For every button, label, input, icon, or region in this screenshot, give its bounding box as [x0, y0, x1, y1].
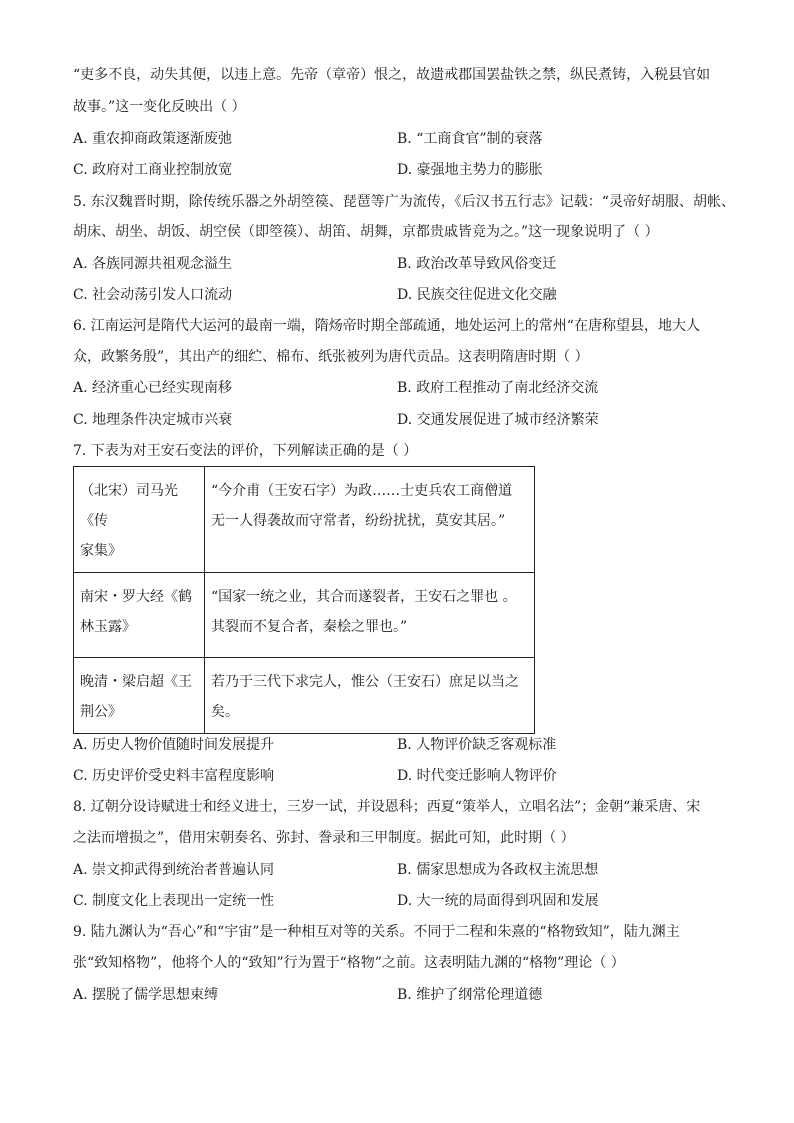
source-cell: [74, 573, 205, 658]
quote-text: “今介甫（王安石字）为政……士吏兵农工商僧道: [211, 483, 513, 499]
q6-stem-line1: 6. 江南运河是隋代大运河的最南一端，隋炀帝时期全部疏通，地处运河上的常州“在唐称望县，地大人: [73, 318, 700, 334]
q6-option-a: A. 经济重心已经实现南移: [73, 380, 233, 396]
q4-stem-line1: “吏多不良，动失其便，以违上意。先帝（章帝）恨之，故遗戒郡国罢盐铁之禁，纵民煮铸，入税县官如: [73, 67, 711, 83]
q6-option-b: B. 政府工程推动了南北经济交流: [397, 380, 599, 396]
q5-option-c: C. 社会动荡引发人口流动: [73, 287, 233, 303]
q8-stem-line1: 8. 辽朝分设诗赋进士和经义进士，三岁一试，并设恩科；西夏“策举人，立唱名法”；金朝“兼采唐、宋: [73, 799, 701, 815]
q8-option-c: C. 制度文化上表现出一定统一性: [73, 893, 275, 909]
q9-option-b: B. 维护了纲常伦理道德: [397, 987, 543, 1003]
q9-stem-line2: 张“致知格物”，他将个人的“致知”行为置于“格物”之前。这表明陆九渊的“格物”理论（ ）: [73, 955, 625, 971]
q4-option-a: A. 重农抑商政策逐渐废弛: [73, 131, 233, 147]
q6-option-d: D. 交通发展促进了城市经济繁荣: [397, 412, 599, 428]
quote-text: “国家一统之业，其合而遂裂者，王安石之罪也 。: [211, 589, 517, 605]
q9-option-a: A. 摆脱了儒学思想束缚: [73, 987, 219, 1003]
source-text: 林玉露》: [80, 619, 136, 635]
q7-option-a: A. 历史人物价值随时间发展提升: [73, 737, 275, 753]
quote-cell: [205, 658, 535, 734]
q8-option-a: A. 崇文抑武得到统治者普遍认同: [73, 862, 275, 878]
q7-stem: 7. 下表为对王安石变法的评价，下列解读正确的是（ ）: [73, 443, 418, 459]
q5-option-d: D. 民族交往促进文化交融: [397, 287, 557, 303]
q4-option-c: C. 政府对工商业控制放宽: [73, 162, 233, 178]
q5-stem-line2: 胡床、胡坐、胡饭、胡空侯（即箜篌）、胡笛、胡舞，京都贵戚皆竞为之。”这一现象说明了（ ）: [73, 224, 659, 240]
table-row: [74, 573, 535, 658]
quote-text: 无一人得袭故而守常者，纷纷扰扰，莫安其居。”: [211, 513, 506, 529]
q5-option-b: B. 政治改革导致风俗变迁: [397, 256, 557, 272]
q8-stem-line2: 之法而增损之”，借用宋朝奏名、弥封、誊录和三甲制度。据此可知，此时期（ ）: [73, 830, 575, 846]
table-row: [74, 467, 535, 573]
q7-option-c: C. 历史评价受史料丰富程度影响: [73, 768, 275, 784]
quote-text: 其裂而不复合者，秦桧之罪也。”: [211, 619, 408, 635]
q9-stem-line1: 9. 陆九渊认为“吾心”和“宇宙”是一种相互对等的关系。不同于二程和朱熹的“格物致知”，陆九渊主: [73, 924, 680, 940]
source-text: 南宋・罗大经《鹤: [80, 589, 192, 605]
source-text: 荆公》: [80, 704, 122, 720]
q4-option-b: B. “工商食官”制的衰落: [397, 131, 543, 147]
q7-option-d: D. 时代变迁影响人物评价: [397, 768, 557, 784]
source-cell: [74, 467, 205, 573]
q7-option-b: B. 人物评价缺乏客观标准: [397, 737, 557, 753]
source-text: 家集》: [80, 543, 122, 559]
q8-option-b: B. 儒家思想成为各政权主流思想: [397, 862, 599, 878]
source-text: （北宋）司马光《传: [80, 483, 178, 529]
q6-stem-line2: 众，政繁务殷”，其出产的细纻、棉布、纸张被列为唐代贡品。这表明隋唐时期（ ）: [73, 349, 589, 365]
quote-cell: [205, 573, 535, 658]
table-row: [74, 658, 535, 734]
q4-stem-line2: 故事。”这一变化反映出（ ）: [73, 99, 246, 115]
quote-text: 若乃于三代下求完人，惟公（王安石）庶足以当之: [211, 674, 519, 690]
source-text: 晚清・梁启超《王: [80, 674, 192, 690]
evaluation-table: [73, 466, 535, 734]
q5-option-a: A. 各族同源共祖观念溢生: [73, 256, 233, 272]
q8-option-d: D. 大一统的局面得到巩固和发展: [397, 893, 599, 909]
q5-stem-line1: 5. 东汉魏晋时期，除传统乐器之外胡箜篌、琵琶等广为流传，《后汉书五行志》记载：“灵帝好胡服、胡帐、: [73, 194, 735, 210]
q4-option-d: D. 豪强地主势力的膨胀: [397, 162, 543, 178]
quote-cell: [205, 467, 535, 573]
quote-text: 矣。: [211, 704, 239, 720]
q6-option-c: C. 地理条件决定城市兴衰: [73, 412, 233, 428]
source-cell: [74, 658, 205, 734]
